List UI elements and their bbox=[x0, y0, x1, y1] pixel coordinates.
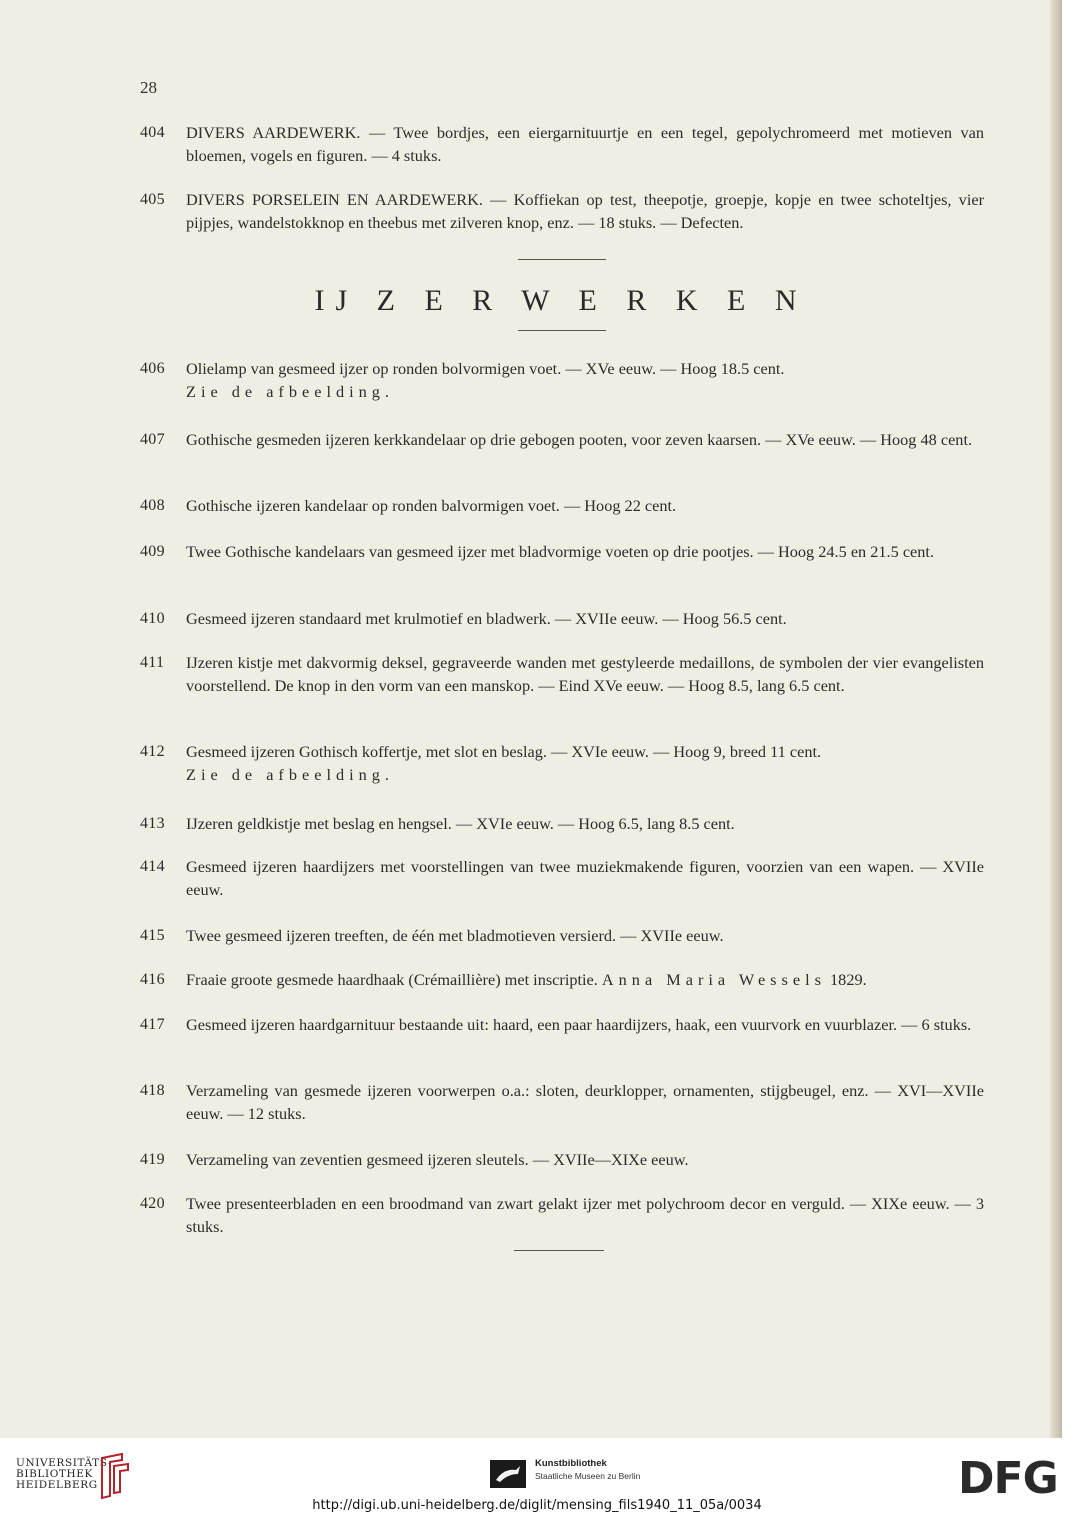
entry-text: DIVERS AARDEWERK. — Twee bordjes, een eiergarnituurtje en een tegel, gepolychromeerd met motieven van bloemen, vogels en figuren. — 4 stuks. bbox=[186, 123, 984, 165]
entry-text: Twee gesmeed ijzeren treeften, de één met bladmotieven versierd. — XVIIe eeuw. bbox=[186, 926, 724, 945]
entry-text: Gesmeed ijzeren haardgarnituur bestaande uit: haard, een paar haardijzers, haak, een vuurvork en vuurblazer. — 6 stuks. bbox=[186, 1015, 972, 1034]
entry-number: 408 bbox=[140, 497, 165, 514]
entry-text: Twee Gothische kandelaars van gesmeed ijzer met bladvormige voeten op drie pootjes. — Hoog 24.5 en 21.5 cent. bbox=[186, 542, 935, 561]
section-title: IJ Z E R W E R K E N bbox=[314, 284, 808, 317]
entry-text: Gesmeed ijzeren standaard met krulmotief en bladwerk. — XVIIe eeuw. — Hoog 56.5 cent. bbox=[186, 609, 787, 628]
entry-text: Twee presenteerbladen en een broodmand van zwart gelakt ijzer met polychroom decor en verguld. — XIXe eeuw. — 3 stuks. bbox=[186, 1194, 984, 1236]
entry-number: 406 bbox=[140, 360, 165, 377]
entry-text: IJzeren kistje met dakvormig deksel, gegraveerde wanden met gestyleerde medaillons, de symbolen der vier evangelisten voorstellend. De knop in den vorm van een manskop. — Eind XVe eeuw. — Hoog 8.5, lang 6.5 cent. bbox=[186, 653, 984, 695]
source-url[interactable]: http://digi.ub.uni-heidelberg.de/diglit/mensing_fils1940_11_05a/0034 bbox=[312, 1498, 762, 1513]
entry-text: IJzeren geldkistje met beslag en hengsel. — XVIe eeuw. — Hoog 6.5, lang 8.5 cent. bbox=[186, 814, 735, 833]
kunstbibliothek-subtitle: Staatliche Museen zu Berlin bbox=[535, 1471, 641, 1481]
entry-text: Gothische gesmeden ijzeren kerkkandelaar op drie gebogen pooten, voor zeven kaarsen. — XVe eeuw. — Hoog 48 cent. bbox=[186, 430, 973, 449]
kunstbibliothek-logo-icon bbox=[490, 1460, 526, 1488]
page-number: 28 bbox=[140, 78, 157, 97]
inscription-year: 1829. bbox=[830, 970, 867, 989]
entry-number: 411 bbox=[140, 654, 165, 671]
entry-number: 410 bbox=[140, 610, 165, 627]
entry-text: Verzameling van gesmede ijzeren voorwerpen o.a.: sloten, deurklopper, ornamenten, stijgbeugel, enz. — XVI—XVIIe eeuw. — 12 stuks. bbox=[186, 1081, 984, 1123]
entry-number: 417 bbox=[140, 1016, 165, 1033]
divider bbox=[514, 1250, 604, 1251]
entry-text: Gesmeed ijzeren haardijzers met voorstellingen van twee muziekmakende figuren, voorzien van een wapen. — XVIIe eeuw. bbox=[186, 857, 984, 899]
entry-number: 413 bbox=[140, 815, 165, 832]
entry-text: Gothische ijzeren kandelaar op ronden balvormigen voet. — Hoog 22 cent. bbox=[186, 496, 677, 515]
footer bbox=[0, 1438, 1074, 1518]
entry-text: Olielamp van gesmeed ijzer op ronden bolvormigen voet. — XVe eeuw. — Hoog 18.5 cent. bbox=[186, 359, 785, 378]
entry-number: 418 bbox=[140, 1082, 165, 1099]
entry-number: 419 bbox=[140, 1151, 165, 1168]
dfg-logo: DFG bbox=[958, 1453, 1058, 1504]
library-name: UNIVERSITÄTS- BIBLIOTHEK HEIDELBERG bbox=[16, 1457, 113, 1491]
divider bbox=[518, 259, 606, 260]
university-logo-icon bbox=[98, 1452, 132, 1502]
inscription-text: Anna Maria Wessels bbox=[601, 970, 826, 989]
entry-number: 404 bbox=[140, 124, 165, 141]
entry-note: Zie de afbeelding. bbox=[186, 382, 394, 401]
entry-text: Verzameling van zeventien gesmeed ijzeren sleutels. — XVIIe—XIXe eeuw. bbox=[186, 1150, 689, 1169]
entry-number: 415 bbox=[140, 927, 165, 944]
entry-note: Zie de afbeelding. bbox=[186, 765, 394, 784]
entry-number: 409 bbox=[140, 543, 165, 560]
entry-number: 414 bbox=[140, 858, 165, 875]
entry-number: 405 bbox=[140, 191, 165, 208]
divider bbox=[518, 330, 606, 331]
entry-number: 420 bbox=[140, 1195, 165, 1212]
entry-text: Fraaie groote gesmede haardhaak (Crémaillière) met inscriptie. bbox=[186, 970, 598, 989]
entry-number: 407 bbox=[140, 431, 165, 448]
entry-number: 416 bbox=[140, 971, 165, 988]
entry-text: Gesmeed ijzeren Gothisch koffertje, met slot en beslag. — XVIe eeuw. — Hoog 9, breed 11 cent. bbox=[186, 742, 822, 761]
kunstbibliothek-name: Kunstbibliothek bbox=[535, 1458, 607, 1469]
page-edge bbox=[1050, 0, 1062, 1438]
entry-text: DIVERS PORSELEIN EN AARDEWERK. — Koffiekan op test, theepotje, groepje, kopje en twee schoteltjes, vier pijpjes, wandelstokknop en theebus met zilveren knop, enz. — 18 stuks. — Defecten. bbox=[186, 190, 984, 232]
entry-number: 412 bbox=[140, 743, 165, 760]
